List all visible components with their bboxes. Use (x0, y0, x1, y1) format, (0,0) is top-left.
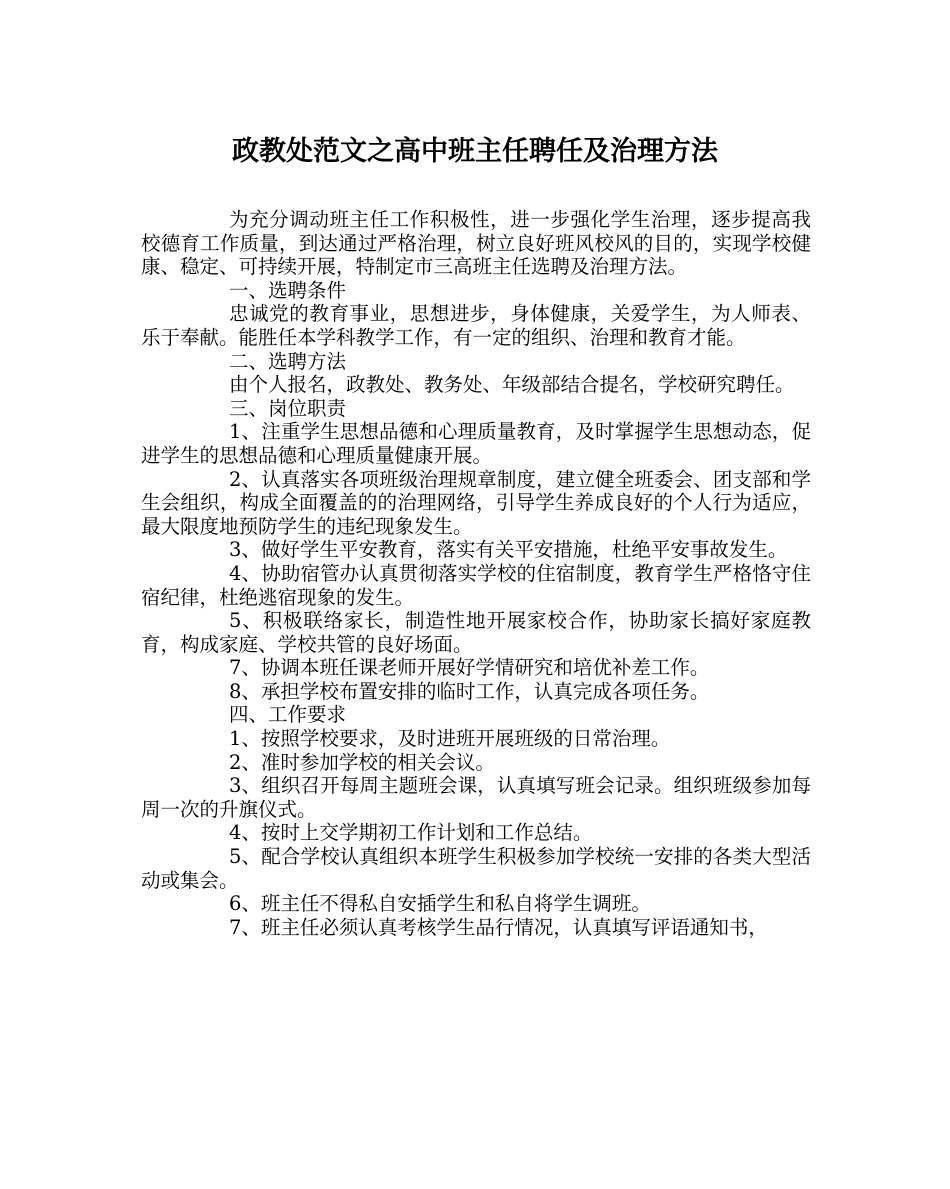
duty-item: 4、协助宿管办认真贯彻落实学校的住宿制度，教育学生严格恪守住宿纪律，杜绝逃宿现象的发生。 (141, 561, 811, 609)
paragraph-method: 由个人报名，政教处、教务处、年级部结合提名，学校研究聘任。 (229, 373, 795, 397)
requirement-item: 3、组织召开每周主题班会课，认真填写班会记录。组织班级参加每周一次的升旗仪式。 (141, 774, 811, 821)
requirement-item: 7、班主任必须认真考核学生品行情况，认真填写评语通知书， (229, 915, 768, 939)
duty-item: 3、做好学生平安教育，落实有关平安措施，杜绝平安事故发生。 (229, 538, 788, 562)
paragraph-intro: 为充分调动班主任工作积极性，进一步强化学生治理，逐步提高我校德育工作质量，到达通过严格治理，树立良好班风校风的目的，实现学校健康、稳定、可持续开展，特制定市三高班主任选聘及治理方法。 (141, 208, 811, 279)
requirement-item: 1、按照学校要求，及时进班开展班级的日常治理。 (229, 727, 671, 751)
document-title: 政教处范文之高中班主任聘任及治理方法 (232, 136, 718, 167)
requirement-item: 6、班主任不得私自安插学生和私自将学生调班。 (229, 892, 651, 916)
duty-item: 1、注重学生思想品德和心理质量教育，及时掌握学生思想动态，促进学生的思想品德和心理质量健康开展。 (141, 420, 811, 467)
requirement-item: 4、按时上交学期初工作计划和工作总结。 (229, 821, 593, 845)
document-body (141, 208, 811, 939)
heading-selection-method: 二、选聘方法 (229, 349, 347, 373)
duty-item: 8、承担学校布置安排的临时工作，认真完成各项任务。 (229, 679, 710, 703)
heading-selection-conditions: 一、选聘条件 (229, 278, 347, 302)
duty-item: 7、协调本班任课老师开展好学情研究和培优补差工作。 (229, 656, 710, 680)
requirement-item: 5、配合学校认真组织本班学生积极参加学校统一安排的各类大型活动或集会。 (141, 845, 811, 892)
heading-work-requirements: 四、工作要求 (229, 703, 347, 727)
duty-item: 2、认真落实各项班级治理规章制度，建立健全班委会、团支部和学生会组织，构成全面覆盖的的治理网络，引导学生养成良好的个人行为适应，最大限度地预防学生的违纪现象发生。 (141, 467, 811, 538)
paragraph-conditions: 忠诚党的教育事业，思想进步，身体健康，关爱学生，为人师表、乐于奉献。能胜任本学科教学工作，有一定的组织、治理和教育才能。 (141, 302, 811, 349)
duty-item: 5、积极联络家长，制造性地开展家校合作，协助家长搞好家庭教育，构成家庭、学校共管的良好场面。 (141, 609, 811, 656)
heading-duties: 三、岗位职责 (229, 396, 347, 420)
requirement-item: 2、准时参加学校的相关会议。 (229, 750, 495, 774)
